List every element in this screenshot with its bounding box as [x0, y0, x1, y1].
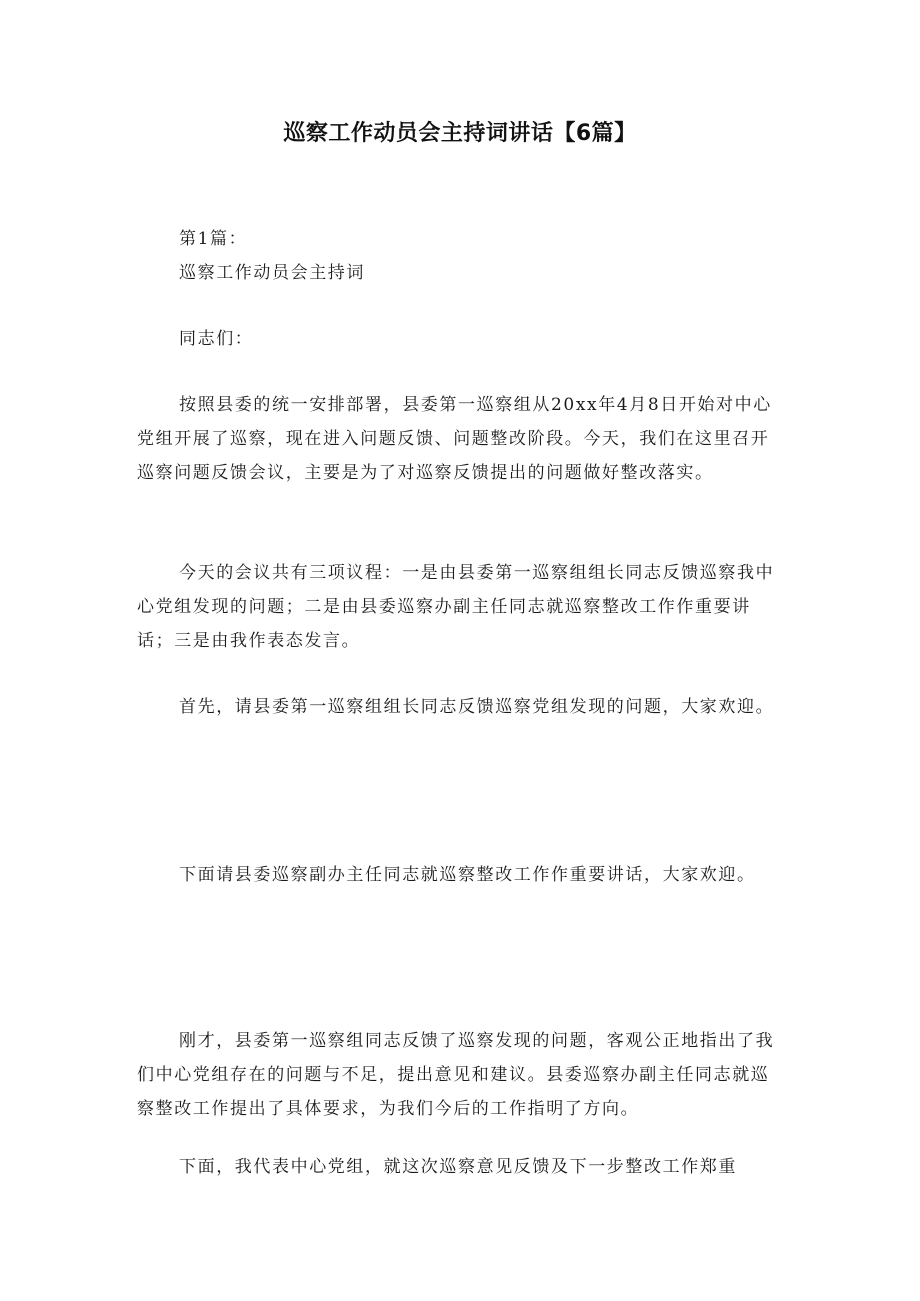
section-title: 巡察工作动员会主持词 — [179, 263, 365, 283]
paragraph-6: 下面，我代表中心党组，就这次巡察意见反馈及下一步整改工作郑重 — [179, 1157, 737, 1177]
paragraph-1: 按照县委的统一安排部署，县委第一巡察组从20xx年4月8日开始对中心党组开展了巡察，现在进入问题反馈、问题整改阶段。今天，我们在这里召开巡察问题反馈会议，主要是为了对巡察反馈提出的问题做好整改落实。 — [137, 395, 772, 483]
paragraph-3: 首先，请县委第一巡察组组长同志反馈巡察党组发现的问题，大家欢迎。 — [179, 697, 775, 717]
paragraph-5: 刚才，县委第一巡察组同志反馈了巡察发现的问题，客观公正地指出了我们中心党组存在的问题与不足，提出意见和建议。县委巡察办副主任同志就巡察整改工作提出了具体要求，为我们今后的工作指明了方向。 — [137, 1031, 775, 1119]
paragraph-4: 下面请县委巡察副办主任同志就巡察整改工作作重要讲话，大家欢迎。 — [179, 865, 756, 885]
section-label: 第1篇： — [179, 229, 248, 249]
salutation: 同志们： — [179, 329, 254, 349]
document-title: 巡察工作动员会主持词讲话【6篇】 — [283, 121, 637, 146]
paragraph-2: 今天的会议共有三项议程：一是由县委第一巡察组组长同志反馈巡察我中心党组发现的问题；二是由县委巡察办副主任同志就巡察整改工作作重要讲话；三是由我作表态发言。 — [137, 563, 775, 651]
